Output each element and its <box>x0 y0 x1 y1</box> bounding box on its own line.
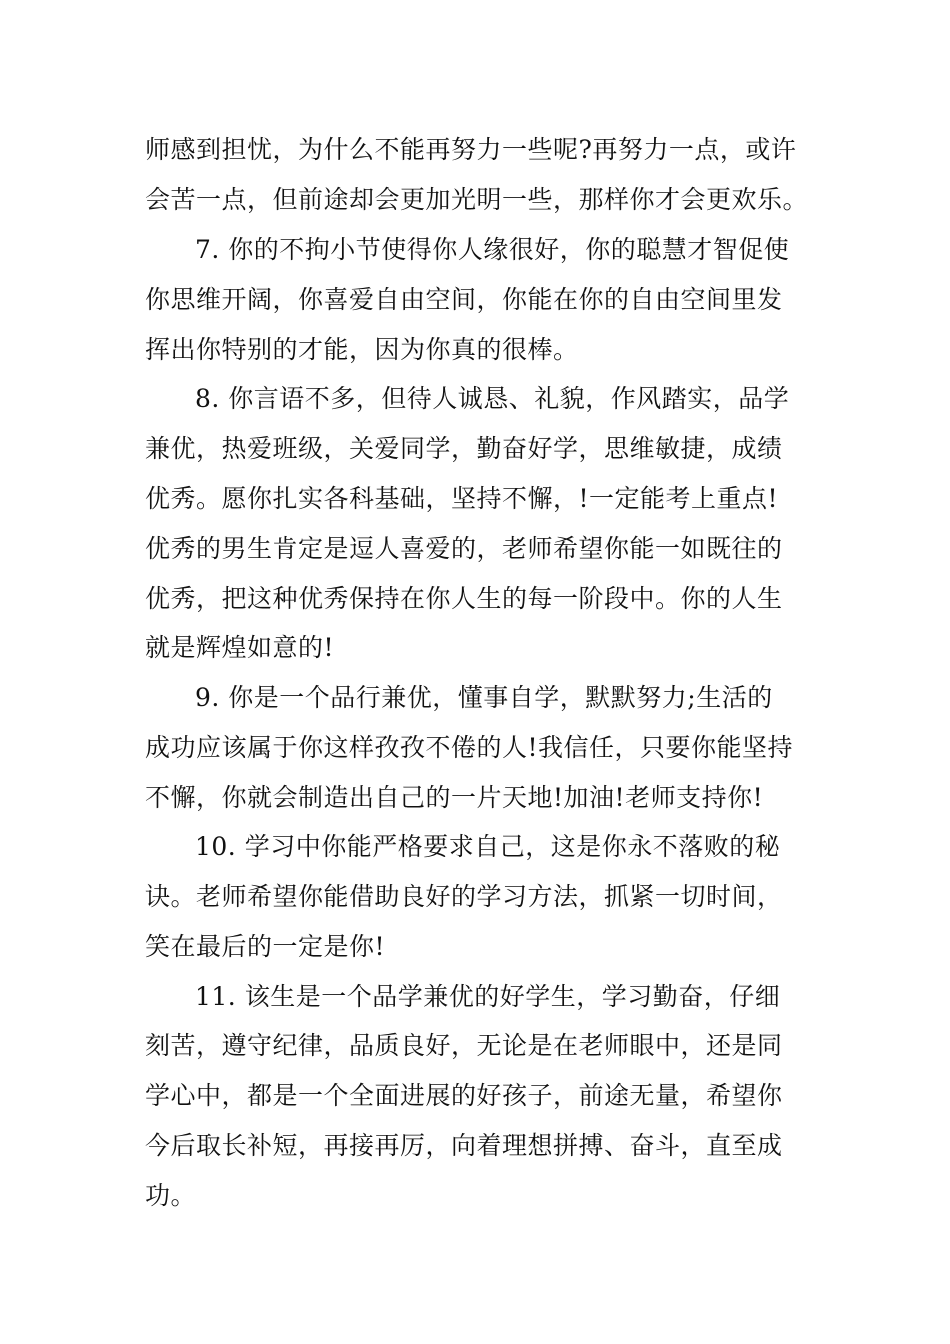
text-line: 诀。老师希望你能借助良好的学习方法，抓紧一切时间， <box>145 882 783 911</box>
text-line: 优秀，把这种优秀保持在你人生的每一阶段中。你的人生 <box>145 584 783 613</box>
text-line: 优秀。愿你扎实各科基础，坚持不懈，!一定能考上重点! <box>145 484 779 513</box>
paragraph-8-start: 8. 你言语不多，但待人诚恳、礼貌，作风踏实，品学 <box>195 384 790 413</box>
text-line: 你思维开阔，你喜爱自由空间，你能在你的自由空间里发 <box>145 285 783 314</box>
text-line: 笑在最后的一定是你! <box>145 932 386 961</box>
paragraph-11-start: 11. 该生是一个品学兼优的好学生，学习勤奋，仔细 <box>195 982 781 1011</box>
text-line: 不懈，你就会制造出自己的一片天地!加油!老师支持你! <box>145 783 764 812</box>
text-line: 就是辉煌如意的! <box>145 633 335 662</box>
text-line: 今后取长补短，再接再厉，向着理想拼搏、奋斗，直至成 <box>145 1131 783 1160</box>
text-line: 成功应该属于你这样孜孜不倦的人!我信任，只要你能坚持 <box>145 733 794 762</box>
text-line: 师感到担忧，为什么不能再努力一些呢?再努力一点，或许 <box>145 135 797 164</box>
text-line: 功。 <box>145 1181 197 1210</box>
paragraph-7-start: 7. 你的不拘小节使得你人缘很好，你的聪慧才智促使 <box>195 235 790 264</box>
paragraph-9-start: 9. 你是一个品行兼优，懂事自学，默默努力;生活的 <box>195 683 773 712</box>
text-line: 挥出你特别的才能，因为你真的很棒。 <box>145 335 579 364</box>
text-line: 兼优，热爱班级，关爱同学，勤奋好学，思维敏捷，成绩 <box>145 434 783 463</box>
text-line: 学心中，都是一个全面进展的好孩子，前途无量，希望你 <box>145 1081 783 1110</box>
text-line: 优秀的男生肯定是逗人喜爱的，老师希望你能一如既往的 <box>145 534 783 563</box>
text-line: 刻苦，遵守纪律，品质良好，无论是在老师眼中，还是同 <box>145 1031 783 1060</box>
paragraph-10-start: 10. 学习中你能严格要求自己，这是你永不落败的秘 <box>195 832 781 861</box>
text-line: 会苦一点，但前途却会更加光明一些，那样你才会更欢乐。 <box>145 185 809 214</box>
